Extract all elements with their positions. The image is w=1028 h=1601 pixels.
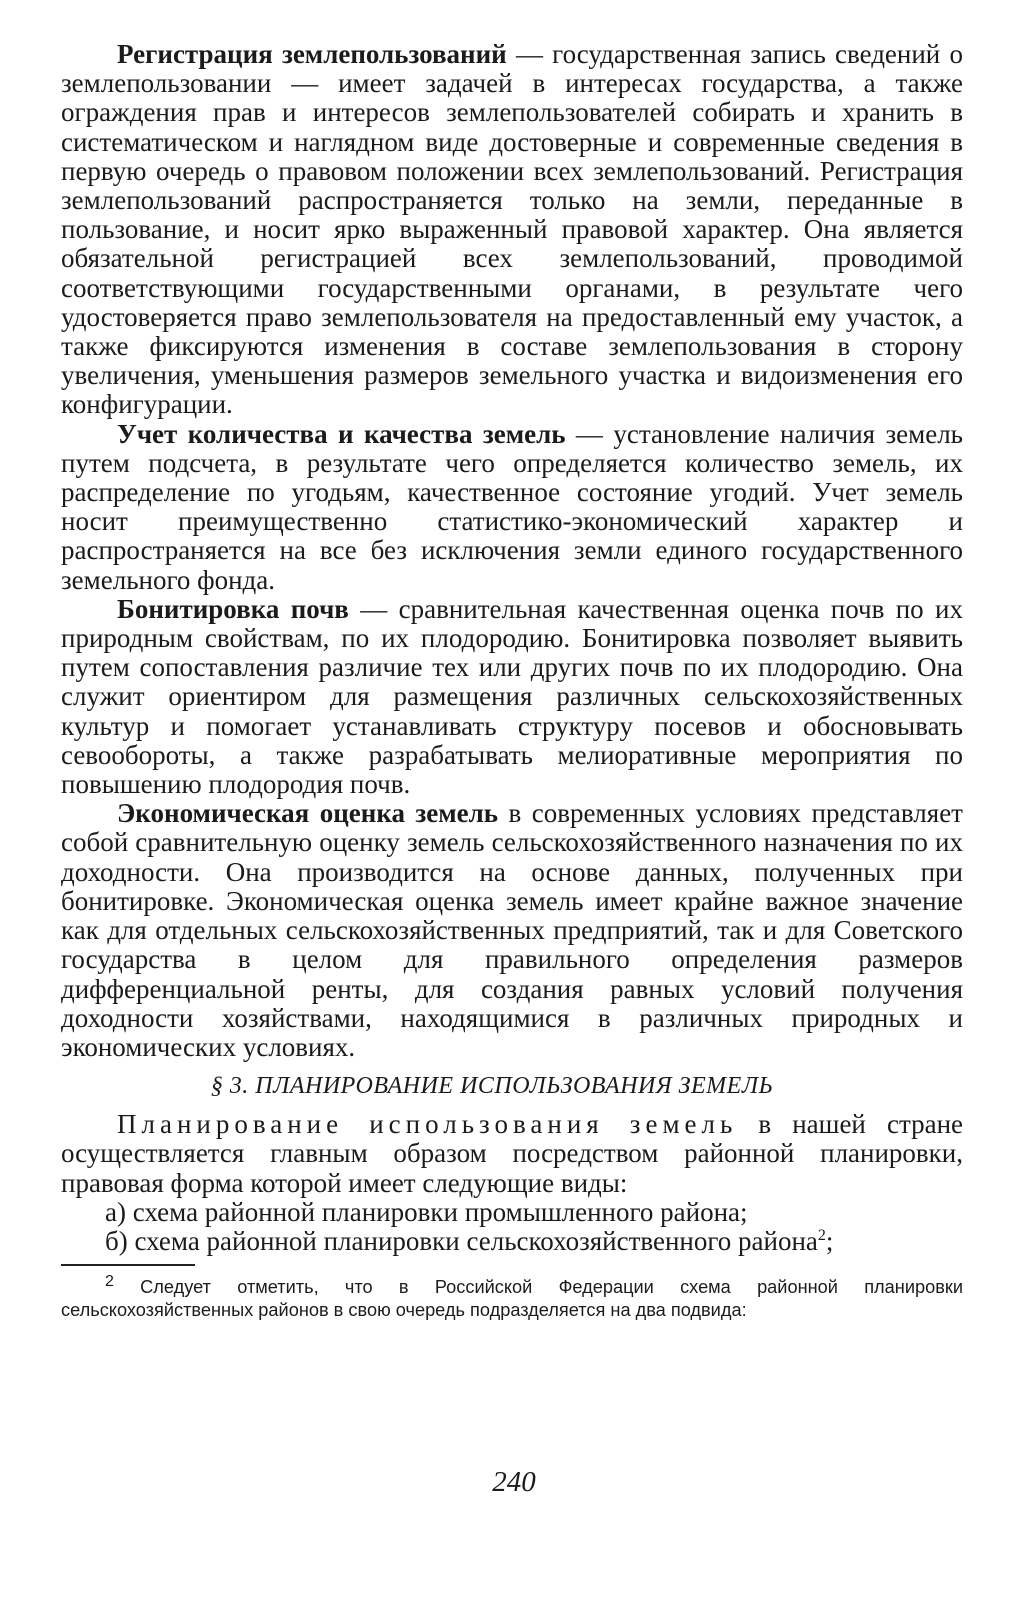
list-item-industrial-text: а) схема районной планировки промышленного района; [105, 1196, 748, 1227]
term-land-accounting: Учет количества и качества земель [117, 418, 566, 449]
planning-intro-spaced-text: Планирование использования земель [117, 1109, 738, 1140]
paragraph-land-accounting-text: — установление наличия земель путем подсчета, в результате чего определяется количество земель, их распределение по угодьям, качественное состояние угодий. Учет земель носит преимущественно статистико-экономический характер и распространяется на все без исключения земли единого государственного земельного фонда. [61, 418, 963, 595]
list-item-industrial [61, 1198, 963, 1227]
footnote-marker: 2 [105, 1273, 114, 1291]
footnote [61, 1273, 963, 1321]
term-soil-bonitet: Бонитировка почв [117, 593, 349, 624]
paragraph-soil-bonitet-text: — сравнительная качественная оценка почв по их природным свойствам, по их плодородию. Бонитировка позволяет выявить путем сопоставления различие тех или других почв по их плодородию. Она служит ориентиром для размещения различных сельскохозяйственных культур и помогает устанавливать структуру посевов и обосновывать севообороты, а также разрабатывать мелиоративные мероприятия по повышению плодородия почв. [61, 593, 963, 800]
planning-intro-text: в нашей стране осуществляется главным образом посредством районной планировки, правовая форма которой имеет следующие виды: [61, 1109, 964, 1198]
footnote-reference[interactable]: 2 [817, 1226, 826, 1244]
paragraph-soil-bonitet [61, 595, 963, 799]
paragraph-registration-text: — государственная запись сведений о землепользовании — имеет задачей в интересах государства, а также ограждения прав и интересов землепользователей собирать и хранить в систематическом и наглядном виде достоверные и современные сведения в первую очередь о правовом положении всех землепользований. Регистрация землепользований распространяется только на земли, переданные в пользование, и носит ярко выраженный правовой характер. Она является обязательной регистрацией всех землепользований, проводимой соответствующими государственными органами, в результате чего удостоверяется право землепользователя на предоставленный ему участок, а также фиксируются изменения в составе землепользования в сторону увеличения, уменьшения размеров земельного участка и видоизменения его конфигурации. [61, 39, 963, 420]
footnote-divider [61, 1264, 195, 1266]
list-item-agricultural-end: ; [825, 1225, 834, 1256]
paragraph-land-accounting [61, 420, 963, 595]
paragraph-registration [61, 40, 963, 420]
page-number: 240 [492, 1466, 536, 1498]
footnote-text: Следует отметить, что в Российской Федерации схема районной планировки сельскохозяйственных районов в свою очередь подразделяется на два подвида: [61, 1277, 963, 1320]
paragraph-economic-valuation [61, 799, 963, 1062]
page-body [61, 40, 963, 1321]
list-item-agricultural-text: б) схема районной планировки сельскохозяйственного района [105, 1225, 818, 1256]
paragraph-economic-valuation-text: в современных условиях представляет собой сравнительную оценку земель сельскохозяйственного назначения по их доходности. Она производится на основе данных, полученных при бонитировке. Экономическая оценка земель имеет крайне важное значение как для отдельных сельскохозяйственных предприятий, так и для Советского государства в целом для правильного определения размеров дифференциальной ренты, для создания равных условий получения доходности хозяйствами, находящимися в различных природных и экономических условиях. [61, 798, 963, 1062]
term-economic-valuation: Экономическая оценка земель [117, 798, 499, 829]
paragraph-planning-intro [61, 1110, 963, 1198]
section-heading: § 3. ПЛАНИРОВАНИЕ ИСПОЛЬЗОВАНИЯ ЗЕМЕЛЬ [210, 1073, 774, 1100]
term-registration: Регистрация землепользований [117, 39, 507, 69]
list-item-agricultural [61, 1227, 963, 1256]
